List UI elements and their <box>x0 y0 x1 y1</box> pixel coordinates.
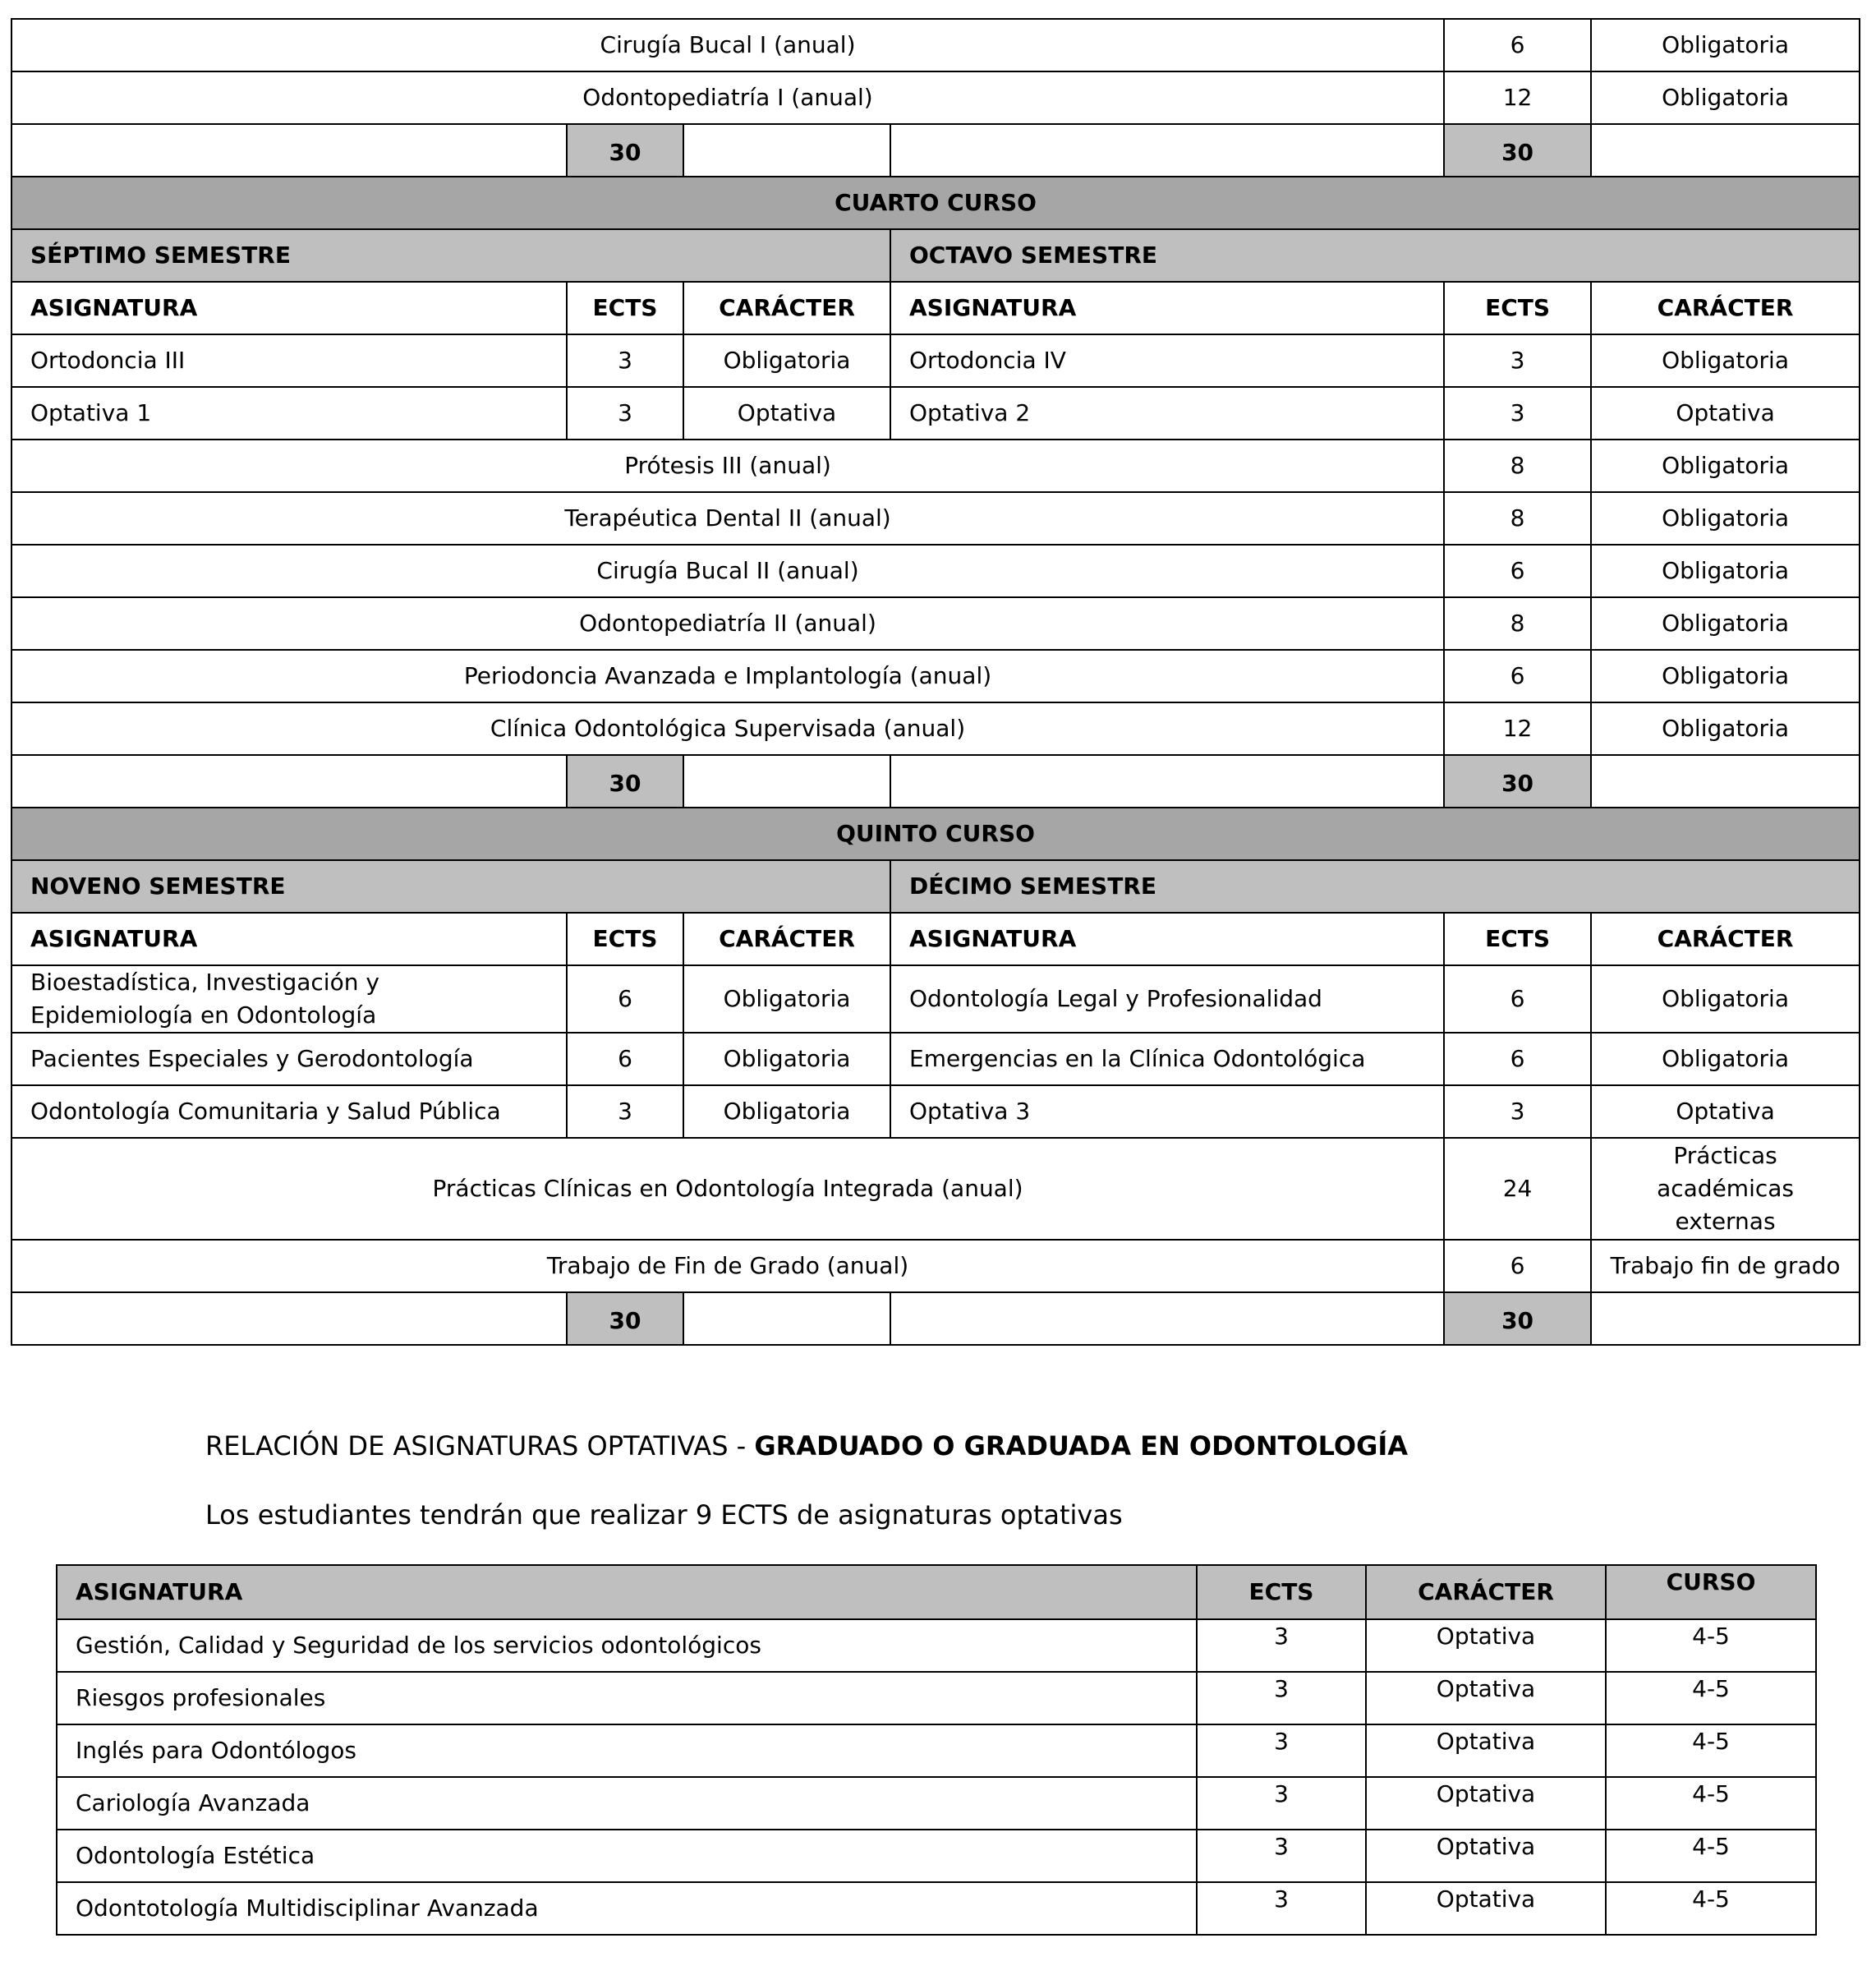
semester-title-left: NOVENO SEMESTRE <box>11 860 890 913</box>
table-row <box>11 545 1860 597</box>
course-title: QUINTO CURSO <box>11 808 1860 860</box>
subject-ects: 3 <box>1197 1882 1366 1935</box>
subject-ects: 6 <box>1444 545 1591 597</box>
subject-name: Ortodoncia III <box>11 334 567 387</box>
semester-title-right: DÉCIMO SEMESTRE <box>890 860 1860 913</box>
subject-caracter: Obligatoria <box>1591 334 1860 387</box>
subject-name: Pacientes Especiales y Gerodontología <box>11 1033 567 1085</box>
table-row <box>11 702 1860 755</box>
subject-curso: 4-5 <box>1606 1672 1816 1724</box>
table-row <box>11 71 1860 124</box>
subject-caracter: Optativa <box>683 387 890 440</box>
subject-caracter: Obligatoria <box>1591 440 1860 492</box>
subject-curso: 4-5 <box>1606 1882 1816 1935</box>
subject-caracter: Optativa <box>1366 1830 1606 1882</box>
table-row <box>11 492 1860 545</box>
totals-row <box>11 124 1860 177</box>
subject-name: Trabajo de Fin de Grado (anual) <box>11 1240 1444 1292</box>
col-header-caracter: CARÁCTER <box>1591 282 1860 334</box>
subject-ects: 6 <box>567 965 683 1033</box>
subject-name: Periodoncia Avanzada e Implantología (anual) <box>11 650 1444 702</box>
subject-ects: 6 <box>1444 965 1591 1033</box>
subject-ects: 3 <box>567 334 683 387</box>
subject-name: Odontopediatría I (anual) <box>11 71 1444 124</box>
col-header-asignatura: ASIGNATURA <box>57 1565 1197 1619</box>
subject-caracter: Optativa <box>1591 1085 1860 1138</box>
subject-caracter: Optativa <box>1366 1882 1606 1935</box>
subject-caracter: Optativa <box>1366 1672 1606 1724</box>
subject-name: Cirugía Bucal I (anual) <box>11 19 1444 71</box>
table-row <box>57 1724 1816 1777</box>
col-header-ects: ECTS <box>567 913 683 965</box>
subject-ects: 3 <box>1444 387 1591 440</box>
subject-caracter: Obligatoria <box>1591 545 1860 597</box>
course-header-row <box>11 177 1860 229</box>
study-plan-table <box>11 18 1860 1346</box>
subject-name: Odontología Comunitaria y Salud Pública <box>11 1085 567 1138</box>
col-header-caracter: CARÁCTER <box>683 913 890 965</box>
subject-name: Terapéutica Dental II (anual) <box>11 492 1444 545</box>
subject-ects: 8 <box>1444 440 1591 492</box>
col-header-caracter: CARÁCTER <box>683 282 890 334</box>
subject-name: Gestión, Calidad y Seguridad de los servicios odontológicos <box>57 1619 1197 1672</box>
col-header-caracter: CARÁCTER <box>1366 1565 1606 1619</box>
subject-caracter: Obligatoria <box>683 334 890 387</box>
subject-name: Optativa 3 <box>890 1085 1444 1138</box>
col-header-asignatura: ASIGNATURA <box>11 913 567 965</box>
table-row <box>57 1672 1816 1724</box>
subject-ects: 3 <box>1197 1777 1366 1830</box>
subject-name: Clínica Odontológica Supervisada (anual) <box>11 702 1444 755</box>
subject-ects: 3 <box>1444 1085 1591 1138</box>
subject-name: Odontotología Multidisciplinar Avanzada <box>57 1882 1197 1935</box>
empty-cell <box>11 755 567 808</box>
semester-title-right: OCTAVO SEMESTRE <box>890 229 1860 282</box>
table-row <box>11 965 1860 1033</box>
subject-name: Prácticas Clínicas en Odontología Integrada (anual) <box>11 1138 1444 1240</box>
empty-cell <box>890 755 1444 808</box>
subject-ects: 3 <box>1197 1672 1366 1724</box>
total-ects-right: 30 <box>1444 1292 1591 1345</box>
subject-caracter: Optativa <box>1366 1724 1606 1777</box>
semester-header-row <box>11 229 1860 282</box>
subject-caracter: Obligatoria <box>1591 597 1860 650</box>
semester-header-row <box>11 860 1860 913</box>
subject-caracter: Trabajo fin de grado <box>1591 1240 1860 1292</box>
table-row <box>57 1777 1816 1830</box>
table-row <box>11 334 1860 387</box>
subject-caracter: Obligatoria <box>1591 492 1860 545</box>
subject-caracter: Optativa <box>1366 1777 1606 1830</box>
empty-cell <box>683 124 890 177</box>
subject-name: Optativa 1 <box>11 387 567 440</box>
subject-curso: 4-5 <box>1606 1830 1816 1882</box>
subject-ects: 24 <box>1444 1138 1591 1240</box>
empty-cell <box>1591 1292 1860 1345</box>
col-header-asignatura: ASIGNATURA <box>890 913 1444 965</box>
empty-cell <box>683 755 890 808</box>
subject-caracter: Obligatoria <box>1591 650 1860 702</box>
col-header-ects: ECTS <box>1444 282 1591 334</box>
subject-ects: 3 <box>567 387 683 440</box>
subject-ects: 6 <box>1444 19 1591 71</box>
subject-caracter: Optativa <box>1366 1619 1606 1672</box>
col-header-ects: ECTS <box>567 282 683 334</box>
col-header-asignatura: ASIGNATURA <box>890 282 1444 334</box>
subject-caracter: Obligatoria <box>1591 71 1860 124</box>
total-ects-right: 30 <box>1444 124 1591 177</box>
semester-title-left: SÉPTIMO SEMESTRE <box>11 229 890 282</box>
subject-caracter: Obligatoria <box>683 1033 890 1085</box>
subject-ects: 6 <box>567 1033 683 1085</box>
subject-ects: 3 <box>567 1085 683 1138</box>
subject-name: Odontopediatría II (anual) <box>11 597 1444 650</box>
subject-name: Cariología Avanzada <box>57 1777 1197 1830</box>
optativas-table <box>56 1564 1817 1936</box>
empty-cell <box>1591 124 1860 177</box>
table-row <box>57 1882 1816 1935</box>
subject-caracter: Obligatoria <box>1591 1033 1860 1085</box>
subject-curso: 4-5 <box>1606 1777 1816 1830</box>
table-row <box>57 1619 1816 1672</box>
table-row <box>11 1085 1860 1138</box>
empty-cell <box>890 124 1444 177</box>
subject-name: Odontología Legal y Profesionalidad <box>890 965 1444 1033</box>
subject-caracter: Obligatoria <box>683 1085 890 1138</box>
optativas-title-degree: GRADUADO O GRADUADA EN ODONTOLOGÍA <box>754 1430 1409 1462</box>
subject-name: Prótesis III (anual) <box>11 440 1444 492</box>
table-row <box>11 1033 1860 1085</box>
subject-ects: 6 <box>1444 1033 1591 1085</box>
subject-name: Bioestadística, Investigación y Epidemiología en Odontología <box>11 965 567 1033</box>
optativas-title-prefix: RELACIÓN DE ASIGNATURAS OPTATIVAS - <box>205 1430 755 1462</box>
totals-row <box>11 1292 1860 1345</box>
col-header-caracter: CARÁCTER <box>1591 913 1860 965</box>
course-header-row <box>11 808 1860 860</box>
subject-ects: 6 <box>1444 650 1591 702</box>
subject-curso: 4-5 <box>1606 1619 1816 1672</box>
subject-caracter: Prácticas académicas externas <box>1591 1138 1860 1240</box>
subject-name: Emergencias en la Clínica Odontológica <box>890 1033 1444 1085</box>
subject-caracter: Obligatoria <box>1591 702 1860 755</box>
empty-cell <box>11 1292 567 1345</box>
col-header-asignatura: ASIGNATURA <box>11 282 567 334</box>
subject-caracter: Obligatoria <box>683 965 890 1033</box>
subject-caracter: Obligatoria <box>1591 19 1860 71</box>
optativas-note: Los estudiantes tendrán que realizar 9 ECTS de asignaturas optativas <box>205 1499 1123 1531</box>
subject-caracter: Optativa <box>1591 387 1860 440</box>
empty-cell <box>1591 755 1860 808</box>
subject-name: Odontología Estética <box>57 1830 1197 1882</box>
total-ects-left: 30 <box>567 124 683 177</box>
optativas-title <box>205 1428 1408 1464</box>
column-header-row <box>57 1565 1816 1619</box>
col-header-ects: ECTS <box>1197 1565 1366 1619</box>
subject-caracter: Obligatoria <box>1591 965 1860 1033</box>
subject-ects: 8 <box>1444 597 1591 650</box>
col-header-ects: ECTS <box>1444 913 1591 965</box>
course-title: CUARTO CURSO <box>11 177 1860 229</box>
column-header-row <box>11 282 1860 334</box>
table-row <box>11 387 1860 440</box>
subject-name: Optativa 2 <box>890 387 1444 440</box>
subject-ects: 3 <box>1197 1830 1366 1882</box>
subject-name: Ortodoncia IV <box>890 334 1444 387</box>
empty-cell <box>683 1292 890 1345</box>
empty-cell <box>11 124 567 177</box>
total-ects-right: 30 <box>1444 755 1591 808</box>
column-header-row <box>11 913 1860 965</box>
subject-ects: 3 <box>1444 334 1591 387</box>
table-row <box>11 650 1860 702</box>
subject-ects: 8 <box>1444 492 1591 545</box>
table-row <box>11 19 1860 71</box>
subject-ects: 3 <box>1197 1724 1366 1777</box>
subject-name: Riesgos profesionales <box>57 1672 1197 1724</box>
empty-cell <box>890 1292 1444 1345</box>
table-row <box>57 1830 1816 1882</box>
table-row <box>11 1138 1860 1240</box>
subject-ects: 12 <box>1444 702 1591 755</box>
subject-name: Inglés para Odontólogos <box>57 1724 1197 1777</box>
subject-ects: 3 <box>1197 1619 1366 1672</box>
table-row <box>11 597 1860 650</box>
subject-ects: 6 <box>1444 1240 1591 1292</box>
col-header-curso: CURSO <box>1606 1565 1816 1619</box>
subject-curso: 4-5 <box>1606 1724 1816 1777</box>
table-row <box>11 440 1860 492</box>
subject-ects: 12 <box>1444 71 1591 124</box>
table-row <box>11 1240 1860 1292</box>
subject-name: Cirugía Bucal II (anual) <box>11 545 1444 597</box>
total-ects-left: 30 <box>567 1292 683 1345</box>
total-ects-left: 30 <box>567 755 683 808</box>
totals-row <box>11 755 1860 808</box>
